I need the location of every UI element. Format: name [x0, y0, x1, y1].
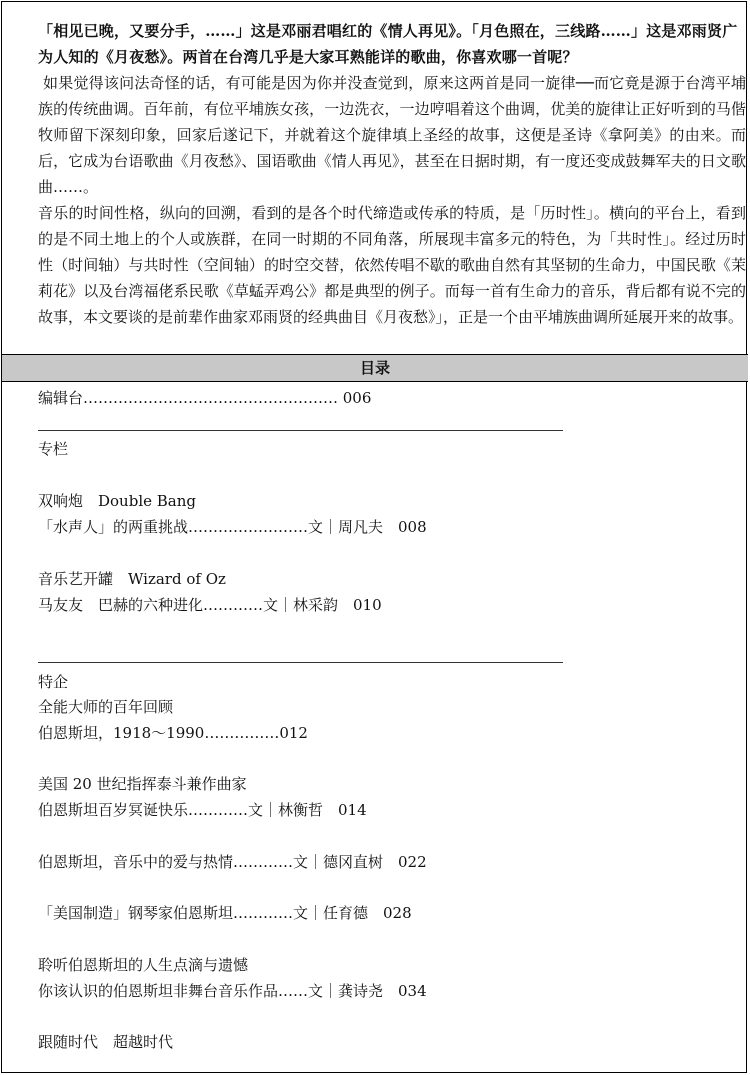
toc-pianist-item: 「美国制造」钢琴家伯恩斯坦…………文｜任育德 028 [38, 904, 412, 922]
intro-section [2, 2, 748, 355]
toc-feature-heading: 特企 [38, 673, 69, 691]
toc-wizard-item: 马友友 巴赫的六种进化…………文｜林采韵 010 [38, 596, 382, 614]
toc-double-bang-item: 「水声人」的两重挑战……………………文｜周凡夫 008 [38, 518, 427, 536]
toc-listen-item: 你该认识的伯恩斯坦非舞台音乐作品……文｜龚诗尧 034 [38, 982, 427, 1000]
toc-editorial: 编辑台…………………………………………… 006 [38, 389, 372, 407]
toc-wizard-heading: 音乐艺开罐 Wizard of Oz [38, 570, 226, 588]
page-frame [1, 1, 747, 1073]
toc-feature-bernstein: 伯恩斯坦，1918～1990……………012 [38, 724, 308, 742]
toc-column-heading: 专栏 [38, 440, 69, 458]
divider [38, 430, 563, 431]
intro-paragraph-2: 音乐的时间性格，纵向的回溯，看到的是各个时代缔造或传承的特质，是「历时性」。横向的平台上，看到的是不同土地上的个人或族群，在同一时期的不同角落，所展现丰富多元的特色，为「共时性」。经过历时性（时间轴）与共时性（空间轴）的时空交替，依然传唱不歇的歌曲自然有其坚韧的生命力，中国民歌《茉莉花》以及台湾福佬系民歌《草蜢弄鸡公》都是典型的例子。而每一首有生命力的音乐，背后都有说不完的故事，本文要谈的是前辈作曲家邓雨贤的经典曲目《月夜愁》」，正是一个由平埔族曲调所延展开来的故事。 [38, 204, 746, 326]
toc-us-conductor-item: 伯恩斯坦百岁冥诞快乐…………文｜林衡哲 014 [38, 801, 367, 819]
divider [38, 662, 563, 663]
toc-listen-heading: 聆听伯恩斯坦的人生点滴与遗憾 [38, 956, 249, 974]
toc-love-item: 伯恩斯坦，音乐中的爱与热情…………文｜德冈直树 022 [38, 853, 427, 871]
toc-title: 目录 [2, 355, 748, 382]
toc-us-conductor-heading: 美国 20 世纪指挥泰斗兼作曲家 [38, 775, 247, 793]
intro-lead: 「相见已晚，又要分手，……」这是邓丽君唱红的《情人再见》。「月色照在，三线路……」这是邓雨贤广为人知的《月夜愁》。两首在台湾几乎是大家耳熟能详的歌曲，你喜欢哪一首呢？ [38, 22, 738, 66]
intro-paragraph-1: 如果觉得该问法奇怪的话，有可能是因为你并没查觉到，原来这两首是同一旋律──而它竟是源于台湾平埔族的传统曲调。百年前，有位平埔族女孩，一边洗衣，一边哼唱着这个曲调，优美的旋律让正好听到的马偕牧师留下深刻印象，回家后遂记下，并就着这个旋律填上圣经的故事，这便是圣诗《拿阿美》的由来。而后，它成为台语歌曲《月夜愁》、国语歌曲《情人再见》，甚至在日据时期，有一度还变成鼓舞军夫的日文歌曲……。 [38, 74, 746, 196]
toc-follow-heading: 跟随时代 超越时代 [38, 1033, 174, 1051]
toc-double-bang-heading: 双响炮 Double Bang [38, 492, 196, 510]
toc-feature-sub: 全能大师的百年回顾 [38, 698, 174, 716]
